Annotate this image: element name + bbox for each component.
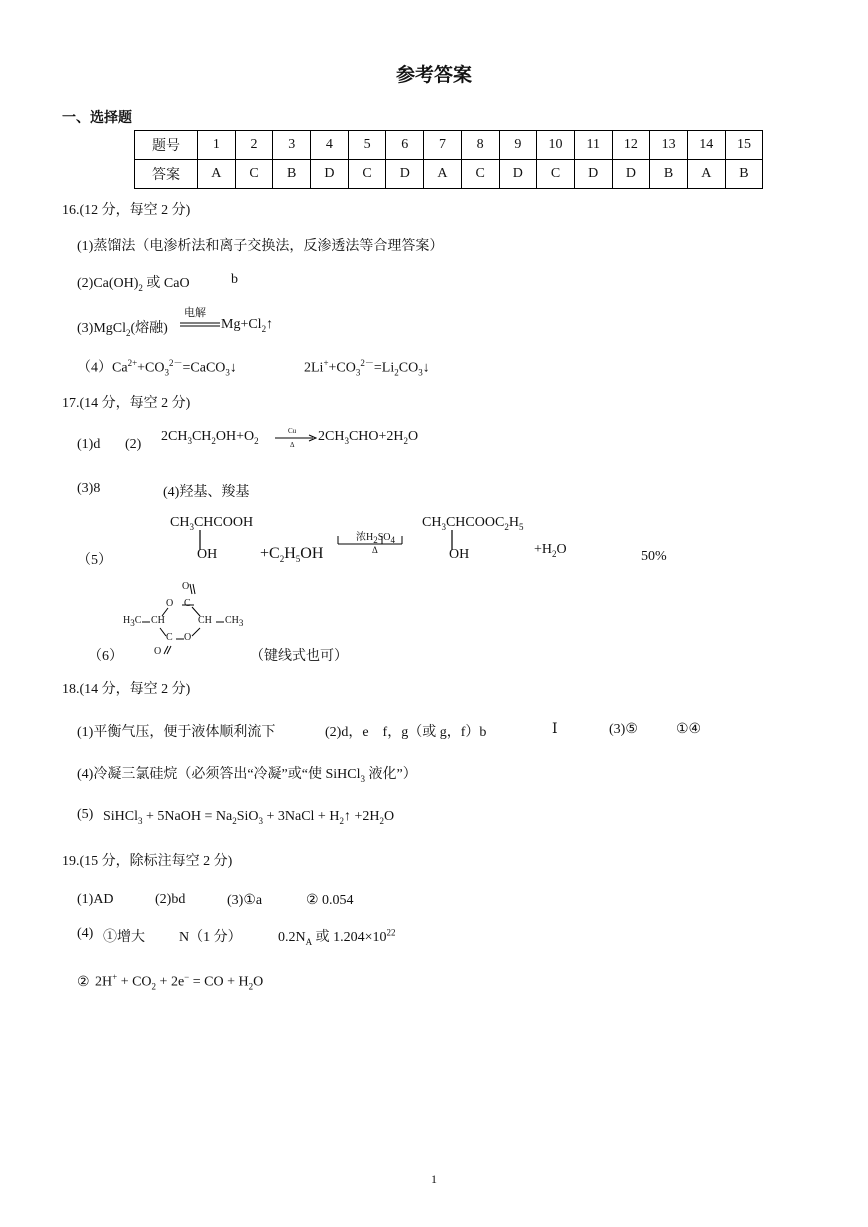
- question-number-cell: 4: [311, 131, 349, 160]
- q19-answer-4c: $0.2N_A$ 或 $1.204\times 10^{22}$: [278, 927, 396, 947]
- question-number-cell: 10: [537, 131, 575, 160]
- q19-answer-3b: ② 0.054: [306, 893, 354, 908]
- q18-equation: SiHCl$_3$ + 5NaOH = $Na_2SiO_3$ + 3NaCl + $H_2↑ +2H_2O$: [103, 809, 395, 826]
- q16-answer-4b: $2Li^++CO_3^{2-}=Li_2CO_3↓$: [304, 358, 430, 378]
- catalyst-label: Cu: [288, 427, 297, 435]
- equals-arrow: [180, 321, 220, 329]
- q17-answer-5-label: （5）: [77, 553, 112, 568]
- answer-cell: A: [198, 160, 236, 189]
- page-number: 1: [431, 1172, 437, 1186]
- question-number-cell: 2: [235, 131, 273, 160]
- answer-table: [134, 130, 763, 189]
- answer-cell: B: [650, 160, 688, 189]
- q17-equation-reactants: $2CH_3CH_2OH+O_2$: [161, 429, 259, 446]
- question-number-cell: 6: [386, 131, 424, 160]
- answer-cell: C: [348, 160, 386, 189]
- q19-answer-1: (1)AD: [77, 892, 114, 907]
- q19-answer-2: (2)bd: [155, 892, 186, 907]
- q16-answer-2b: b: [231, 272, 238, 287]
- reaction-arrow: [275, 433, 317, 443]
- question-number-cell: 1: [198, 131, 236, 160]
- answer-cell: D: [386, 160, 424, 189]
- q18-header: 18.(14 分，每空 2 分): [62, 682, 191, 697]
- q16-answer-3: (3)MgCl$_2$(熔融): [77, 321, 168, 338]
- table-header-cell: 答案: [135, 160, 198, 189]
- answer-cell: B: [273, 160, 311, 189]
- ethyl-lactate-oh: OH: [449, 547, 470, 562]
- q19-answer-4a: ①增大: [103, 930, 145, 945]
- answer-cell: A: [424, 160, 462, 189]
- answer-cell: D: [612, 160, 650, 189]
- q19-equation: $2H^+ + CO_2 + 2e^-$ = CO + $H_2O$: [95, 972, 264, 992]
- table-row-numbers: [135, 131, 763, 160]
- question-number-cell: 14: [687, 131, 725, 160]
- answer-cell: C: [235, 160, 273, 189]
- question-number-cell: 11: [574, 131, 612, 160]
- question-number-cell: 7: [424, 131, 462, 160]
- q17-answer-6-note: （键线式也可）: [250, 649, 348, 664]
- answer-cell: C: [461, 160, 499, 189]
- yield-value: 50%: [641, 549, 667, 564]
- q18-answer-4: (4)冷凝三氯硅烷（必须答出“冷凝”或“使 SiHCl$_3$ 液化”）: [77, 767, 417, 784]
- q16-answer-1: (1)蒸馏法（电渗析法和离子交换法，反渗透法等合理答案）: [77, 239, 444, 254]
- electrolysis-condition: 电解: [184, 307, 206, 319]
- ring-methyl-left: $H_3C$: [123, 615, 142, 628]
- q17-header: 17.(14 分，每空 2 分): [62, 396, 191, 411]
- answer-cell: D: [574, 160, 612, 189]
- q17-answer-3: (3)8: [77, 481, 101, 496]
- question-number-cell: 9: [499, 131, 537, 160]
- q19-answer-4-label: (4): [77, 926, 94, 941]
- q18-answer-1: (1)平衡气压，便于液体顺利流下: [77, 725, 276, 740]
- page-title: 参考答案: [395, 64, 472, 86]
- lactic-acid-formula: $CH_3CHCOOH$: [170, 515, 254, 532]
- q17-answer-1: (1)d: [77, 437, 101, 452]
- answer-cell: D: [499, 160, 537, 189]
- answer-cell: C: [537, 160, 575, 189]
- reversible-arrow: [334, 532, 406, 548]
- q18-answer-2b: Ⅰ: [552, 722, 558, 737]
- q18-answer-3: (3)⑤: [609, 722, 638, 737]
- water-product: $+H_2O$: [534, 542, 567, 559]
- q17-answer-6-label: （6）: [88, 649, 123, 664]
- q19-answer-4d-label: ②: [77, 975, 90, 990]
- lactic-acid-oh: OH: [197, 547, 218, 562]
- ring-c-bottom: C: [166, 632, 173, 643]
- ethyl-lactate-formula: $CH_3CHCOOC_2H_5$: [422, 515, 524, 532]
- q18-answer-5-label: (5): [77, 807, 94, 822]
- q16-answer-2: $(2)Ca(OH)_2$ 或 CaO: [77, 276, 190, 293]
- question-number-cell: 8: [461, 131, 499, 160]
- q17-answer-4: (4)羟基、羧基: [163, 485, 250, 500]
- heat-label: Δ: [290, 441, 295, 449]
- question-number-cell: 13: [650, 131, 688, 160]
- q16-answer-4a: $(4)Ca^{2+}+CO_3^{2-}=CaCO_3↓$: [77, 358, 237, 378]
- q19-answer-3a: (3)①a: [227, 893, 263, 908]
- answer-cell: A: [687, 160, 725, 189]
- q16-header: 16.(12 分，每空 2 分): [62, 203, 191, 218]
- ring-ch-right: CH: [198, 615, 212, 626]
- ring-ch-left: CH: [151, 615, 165, 626]
- answer-cell: B: [725, 160, 763, 189]
- q18-answer-3b: ①④: [676, 722, 702, 737]
- question-number-cell: 15: [725, 131, 763, 160]
- section-heading-mc: 一、选择题: [62, 110, 132, 126]
- heat-label: Δ: [372, 545, 378, 555]
- question-number-cell: 12: [612, 131, 650, 160]
- q16-answer-3-product: $Mg+Cl_2↑$: [221, 317, 274, 334]
- ring-o-top: O: [166, 598, 174, 609]
- ring-o-bottom: O: [184, 632, 192, 643]
- acid-catalyst-label: 浓$H_2SO_4$: [356, 532, 396, 545]
- question-number-cell: 3: [273, 131, 311, 160]
- q17-equation-products: $2CH_3CHO+2H_2O$: [318, 429, 419, 446]
- question-number-cell: 5: [348, 131, 386, 160]
- q19-answer-4b: N（1 分）: [179, 930, 242, 945]
- ring-c-top: C: [184, 598, 191, 609]
- q18-answer-2: (2)d，e f，g（或 g，f）b: [325, 725, 487, 740]
- table-row-answers: [135, 160, 763, 189]
- table-header-cell: 题号: [135, 131, 198, 160]
- q17-answer-2-label: (2): [125, 437, 142, 452]
- ethanol-formula: $+C_2H_5OH$: [260, 545, 324, 565]
- ring-methyl-right: $CH_3$: [225, 615, 244, 628]
- ring-carbonyl-o-bottom: O: [154, 646, 162, 657]
- q19-header: 19.(15 分，除标注每空 2 分): [62, 854, 233, 869]
- answer-cell: D: [311, 160, 349, 189]
- ring-carbonyl-o-top: O: [182, 581, 190, 592]
